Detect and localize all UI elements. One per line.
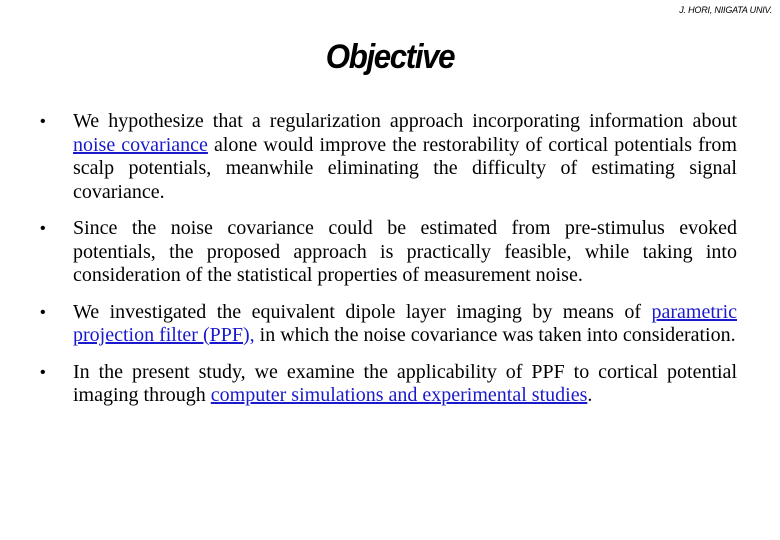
bullet-icon: • — [40, 303, 46, 321]
link-simulations-experiments[interactable]: computer simulations and experimental studies — [210, 384, 588, 406]
bullet-item-feasibility — [40, 217, 737, 288]
bullet-text: We hypothesize that a regularization approach incorporating information about — [73, 110, 737, 132]
bullet-item-ppf — [40, 301, 737, 348]
bullet-list — [40, 110, 737, 421]
link-noise-covariance[interactable]: noise covariance — [73, 133, 208, 156]
slide-title: Objective — [325, 38, 455, 76]
bullet-text: . — [587, 384, 593, 406]
bullet-text: in which the noise covariance was taken into consideration. — [254, 324, 736, 346]
bullet-text: We investigated the equivalent dipole layer imaging by means of — [73, 300, 652, 323]
link-parametric-projection-filter[interactable]: parametric projection filter (PPF), — [73, 300, 737, 346]
bullet-icon: • — [40, 363, 46, 381]
bullet-item-present-study — [40, 361, 737, 408]
bullet-item-hypothesis — [40, 110, 737, 204]
bullet-text: alone would improve the restorability of cortical potentials from scalp potentials, meanwhile eliminating the difficulty of estimating signal covariance. — [73, 133, 737, 203]
bullet-text: Since the noise covariance could be estimated from pre-stimulus evoked potentials, the proposed approach is practically feasible, while taking into consideration of the statistical properties of measurement noise. — [73, 217, 737, 286]
bullet-text: In the present study, we examine the applicability of PPF to cortical potential imaging through — [73, 360, 737, 406]
bullet-icon: • — [40, 220, 46, 237]
author-affiliation: J. HORI, NIIGATA UNIV. — [679, 5, 772, 15]
bullet-icon: • — [40, 113, 46, 130]
